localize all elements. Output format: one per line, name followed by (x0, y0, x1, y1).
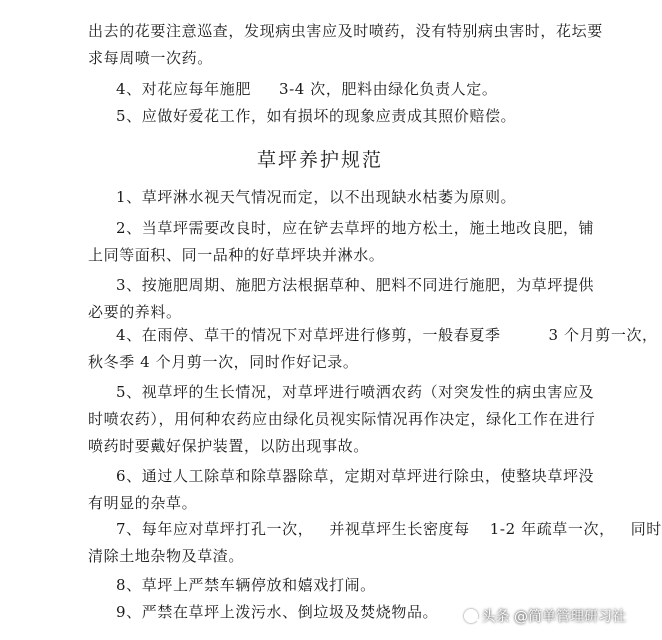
watermark-text: 头条 @简单管理研习社 (481, 609, 626, 625)
item-2-line-1: 2、当草坪需要改良时，应在铲去草坪的地方松土，施土地改良肥，铺 (116, 219, 595, 237)
item-7-part-2: 并视草坪生长密度每 (329, 520, 470, 538)
item-2-line-2: 上同等面积、同一品种的好草坪块并淋水。 (88, 246, 385, 264)
intro-line-2: 求每周喷一次药。 (88, 49, 213, 67)
item-4-interval: 3 个月剪一次， (548, 326, 658, 344)
item-5-line-2: 时喷农药），用何种农药应由绿化员视实际情况再作决定，绿化工作在进行 (88, 410, 596, 428)
item-4-line-2: 秋冬季 4 个月剪一次，同时作好记录。 (88, 353, 359, 371)
prev-item-5: 5、应做好爱花工作，如有损坏的现象应责成其照价赔偿。 (116, 107, 517, 125)
prev-item-4 (116, 80, 497, 98)
prev-item-4-amount: 3-4 次，肥料由绿化负责人定。 (278, 80, 498, 98)
item-9: 9、严禁在草坪上泼污水、倒垃圾及焚烧物品。 (116, 603, 439, 621)
item-3-line-2: 必要的养料。 (88, 303, 182, 321)
item-7-line-2: 清除土地杂物及草渣。 (88, 547, 245, 565)
item-7-part-1: 7、每年应对草坪打孔一次， (116, 520, 314, 538)
item-8: 8、草坪上严禁车辆停放和嬉戏打闹。 (116, 576, 376, 594)
item-6-line-1: 6、通过人工除草和除草器除草，定期对草坪进行除虫，使整块草坪没 (116, 467, 595, 485)
item-6-line-2: 有明显的杂草。 (88, 494, 198, 512)
intro-line-1: 出去的花要注意巡查，发现病虫害应及时喷药，没有特别病虫害时，花坛要 (88, 22, 603, 40)
item-3-line-1: 3、按施肥周期、施肥方法根据草种、肥料不同进行施肥，为草坪提供 (116, 276, 595, 294)
item-5-line-1: 5、视草坪的生长情况，对草坪进行喷洒农药（对突发性的病虫害应及 (116, 383, 595, 401)
item-7-part-3: 1-2 年疏草一次， (489, 520, 615, 538)
prev-item-4-text: 4、对花应每年施肥 (116, 80, 251, 98)
item-7-line-1 (116, 520, 662, 538)
item-4-text: 4、在雨停、草干的情况下对草坪进行修剪，一般春夏季 (116, 326, 501, 344)
section-title: 草坪养护规范 (256, 149, 383, 171)
item-1: 1、草坪淋水视天气情况而定，以不出现缺水枯萎为原则。 (116, 188, 517, 206)
watermark (464, 606, 626, 626)
item-4-line-1 (116, 326, 658, 344)
item-7-part-4: 同时 (630, 520, 662, 538)
search-icon (464, 609, 478, 623)
item-5-line-3: 喷药时要戴好保护装置，以防出现事故。 (88, 437, 369, 455)
